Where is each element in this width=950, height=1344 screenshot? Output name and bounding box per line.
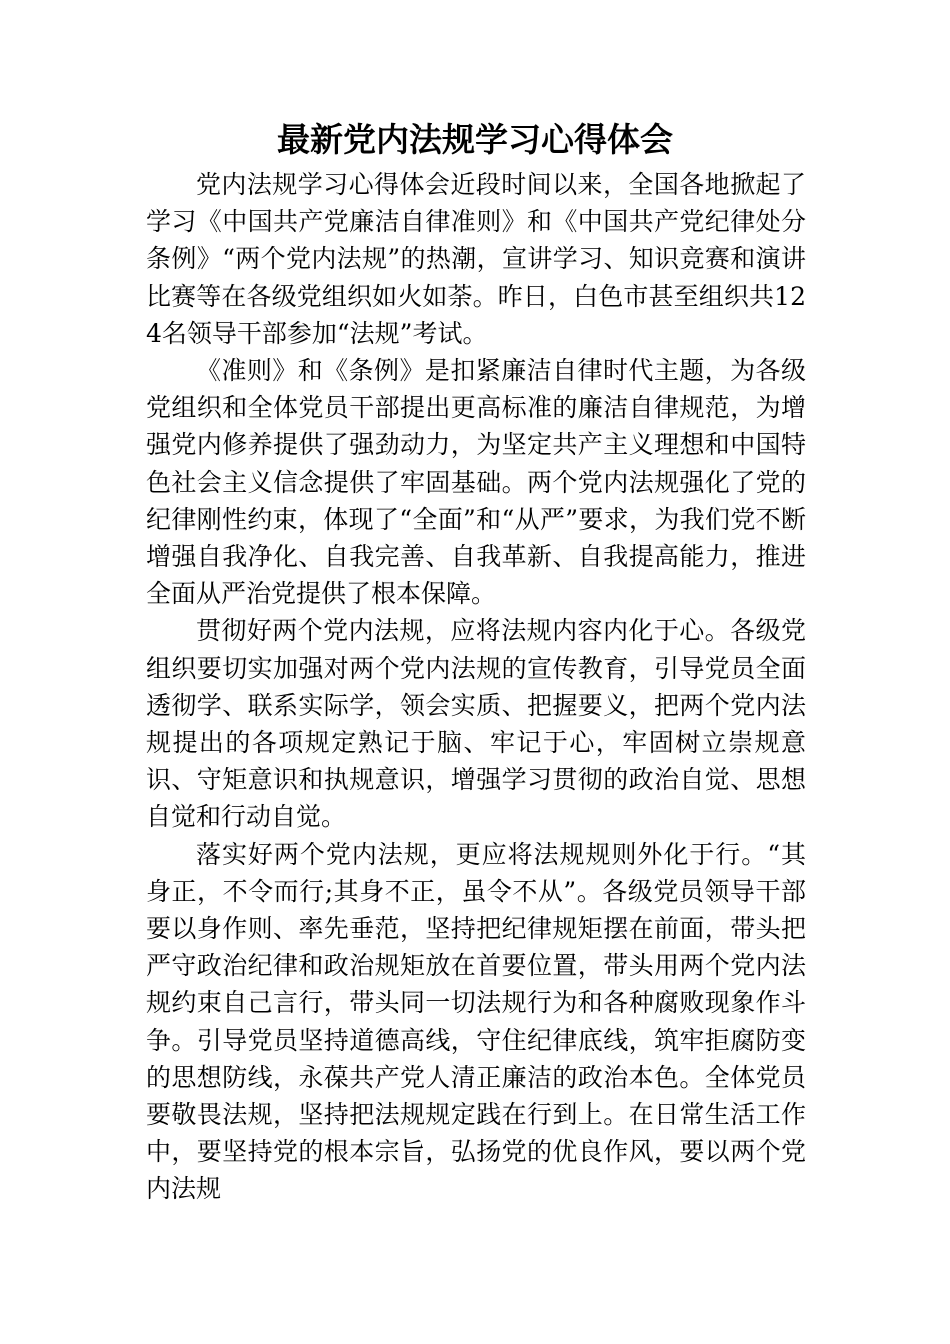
paragraph-3: 贯彻好两个党内法规，应将法规内容内化于心。各级党组织要切实加强对两个党内法规的宣传教育，引导党员全面透彻学、联系实际学，领会实质、把握要义，把两个党内法规提出的各项规定熟记于脑、牢记于心，牢固树立崇规意识、守矩意识和执规意识，增强学习贯彻的政治自觉、思想自觉和行动自觉。	[146, 616, 806, 832]
paragraph-2: 《准则》和《条例》是扣紧廉洁自律时代主题，为各级党组织和全体党员干部提出更高标准的廉洁自律规范，为增强党内修养提供了强劲动力，为坚定共产主义理想和中国特色社会主义信念提供了牢固基础。两个党内法规强化了党的纪律刚性约束，体现了“全面”和“从严”要求，为我们党不断增强自我净化、自我完善、自我革新、自我提高能力，推进全面从严治党提供了根本保障。	[146, 356, 806, 609]
paragraph-4: 落实好两个党内法规，更应将法规规则外化于行。“其身正，不令而行;其身不正，虽令不从”。各级党员领导干部要以身作则、率先垂范，坚持把纪律规矩摆在前面，带头把严守政治纪律和政治规矩放在首要位置，带头用两个党内法规约束自己言行，带头同一切法规行为和各种腐败现象作斗争。引导党员坚持道德高线，守住纪律底线，筑牢拒腐防变的思想防线，永葆共产党人清正廉洁的政治本色。全体党员要敬畏法规，坚持把法规规定践在行到上。在日常生活工作中，要坚持党的根本宗旨，弘扬党的优良作风，要以两个党内法规	[146, 839, 806, 1204]
document-title: 最新党内法规学习心得体会	[277, 120, 673, 159]
document-body	[146, 166, 806, 1208]
paragraph-1: 党内法规学习心得体会近段时间以来，全国各地掀起了学习《中国共产党廉洁自律准则》和《中国共产党纪律处分条例》“两个党内法规”的热潮，宣讲学习、知识竞赛和演讲比赛等在各级党组织如火如荼。昨日，白色市甚至组织共124名领导干部参加“法规”考试。	[146, 170, 806, 348]
